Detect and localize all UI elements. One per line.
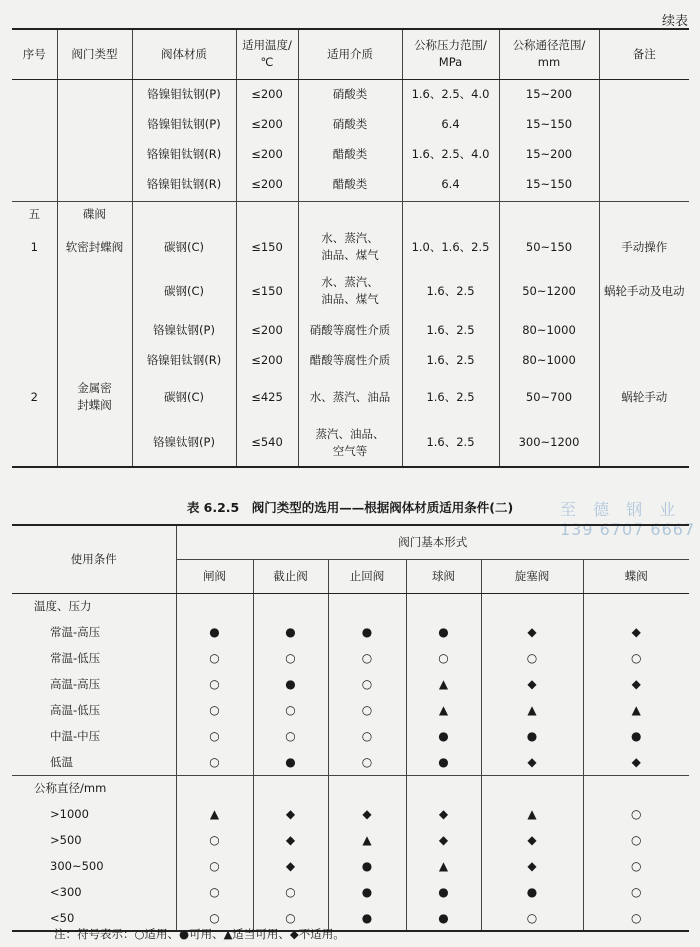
suitability-symbol: ●	[253, 619, 328, 645]
suitability-symbol: ◆	[253, 827, 328, 853]
suitability-symbol: ○	[328, 749, 406, 775]
suitability-symbol: ●	[406, 749, 481, 775]
table-row	[12, 749, 689, 775]
suitability-symbol: ○	[253, 697, 328, 723]
suitability-symbol: ◆	[481, 671, 583, 697]
header-remark: 备注	[599, 29, 689, 79]
header-material: 阀体材质	[132, 29, 236, 79]
row-label: 常温-低压	[50, 651, 101, 665]
table-row: 铬镍钛钢(P) ≤200 硝酸等腐性介质 1.6、2.5 80~1000	[12, 315, 689, 345]
suitability-symbol: ◆	[481, 853, 583, 879]
table-row	[12, 827, 689, 853]
suitability-symbol: ○	[328, 697, 406, 723]
suitability-symbol: ▲	[328, 827, 406, 853]
suitability-symbol: ▲	[406, 671, 481, 697]
suitability-symbol: ▲	[406, 853, 481, 879]
col-butterfly-valve: 蝶阀	[583, 559, 689, 593]
suitability-symbol: ○	[481, 905, 583, 931]
col-gate-valve: 闸阀	[176, 559, 253, 593]
continued-label: 续表	[661, 14, 688, 29]
suitability-symbol: ◆	[583, 619, 689, 645]
suitability-symbol: ○	[328, 645, 406, 671]
table-row	[12, 697, 689, 723]
row-label: 低温	[12, 749, 176, 775]
table-row: 铬镍钼钛钢(P) ≤200 硝酸类 1.6、2.5、4.0 15~200	[12, 79, 689, 109]
suitability-symbol: ○	[176, 645, 253, 671]
table-row: 铬镍钛钢(P) ≤540 蒸汽、油品、 空气等 1.6、2.5 300~1200	[12, 419, 689, 467]
valve-material-table	[12, 28, 689, 468]
suitability-symbol: ▲	[481, 801, 583, 827]
suitability-symbol: ○	[406, 645, 481, 671]
suitability-symbol: ○	[176, 853, 253, 879]
suitability-symbol: ○	[176, 905, 253, 931]
table-row	[12, 879, 689, 905]
row-label: <300	[50, 885, 82, 899]
header-no: 序号	[12, 29, 57, 79]
suitability-symbol: ○	[583, 645, 689, 671]
row-label: >1000	[50, 807, 89, 821]
table-row	[12, 801, 689, 827]
suitability-symbol: ○	[253, 905, 328, 931]
header-pressure: 公称压力范围/ MPa	[402, 29, 499, 79]
suitability-symbol: ○	[583, 905, 689, 931]
suitability-symbol: ◆	[328, 801, 406, 827]
row-label: 中温-中压	[50, 729, 101, 743]
col-plug-valve: 旋塞阀	[481, 559, 583, 593]
row-label: 高温-高压	[50, 677, 101, 691]
header-type: 阀门类型	[57, 29, 132, 79]
suitability-symbol: ●	[481, 879, 583, 905]
suitability-symbol: ○	[176, 671, 253, 697]
suitability-symbol: ○	[583, 853, 689, 879]
suitability-symbol: ○	[176, 749, 253, 775]
suitability-symbol: ●	[406, 905, 481, 931]
suitability-symbol: ●	[481, 723, 583, 749]
suitability-symbol: ○	[253, 723, 328, 749]
row-label: 300~500	[50, 859, 104, 873]
suitability-symbol: ○	[328, 723, 406, 749]
valve-selection-table	[12, 524, 689, 932]
suitability-symbol: ○	[583, 879, 689, 905]
suitability-symbol: ○	[253, 879, 328, 905]
header-temp: 适用温度/ ℃	[236, 29, 298, 79]
section-title: 公称直径/mm	[34, 781, 107, 796]
suitability-symbol: ○	[176, 827, 253, 853]
table-row	[12, 671, 689, 697]
header-conditions: 使用条件	[12, 525, 176, 593]
suitability-symbol: ●	[253, 749, 328, 775]
suitability-symbol: ●	[328, 619, 406, 645]
suitability-symbol: ◆	[481, 749, 583, 775]
suitability-symbol: ○	[481, 645, 583, 671]
col-ball-valve: 球阀	[406, 559, 481, 593]
watermark: 至 德 钢 业 139 6707 6667	[560, 500, 696, 539]
suitability-symbol: ○	[583, 801, 689, 827]
suitability-symbol: ●	[406, 619, 481, 645]
suitability-symbol: ●	[328, 905, 406, 931]
suitability-symbol: ◆	[481, 827, 583, 853]
suitability-symbol: ◆	[253, 801, 328, 827]
table-row: 铬镍钼钛钢(R) ≤200 醋酸类 1.6、2.5、4.0 15~200	[12, 139, 689, 169]
col-globe-valve: 截止阀	[253, 559, 328, 593]
table-row: 铬镍钼钛钢(R) ≤200 醋酸类 6.4 15~150	[12, 169, 689, 201]
row-label: 高温-低压	[50, 703, 101, 717]
section-title: 温度、压力	[34, 599, 92, 614]
table-row: 2 金属密 封蝶阀 碳钢(C) ≤425 水、蒸汽、油品 1.6、2.5 50~700 蜗轮手动	[12, 375, 689, 419]
row-label: <50	[12, 905, 176, 931]
col-check-valve: 止回阀	[328, 559, 406, 593]
suitability-symbol: ●	[176, 619, 253, 645]
suitability-symbol: ●	[406, 723, 481, 749]
header-diameter: 公称通径范围/ mm	[499, 29, 599, 79]
suitability-symbol: ○	[253, 645, 328, 671]
suitability-symbol: ◆	[406, 827, 481, 853]
table-row	[12, 853, 689, 879]
suitability-symbol: ▲	[406, 697, 481, 723]
table-row: 碳钢(C) ≤150 水、蒸汽、 油品、煤气 1.6、2.5 50~1200 蜗轮手动及电动	[12, 267, 689, 315]
table-caption: 表 6.2.5 阀门类型的选用——根据阀体材质适用条件(二)	[186, 500, 514, 515]
suitability-symbol: ○	[176, 697, 253, 723]
table2-header-row	[12, 525, 689, 559]
suitability-symbol: ◆	[583, 749, 689, 775]
suitability-symbol: ◆	[481, 619, 583, 645]
table-row: 1 软密封蝶阀 碳钢(C) ≤150 水、蒸汽、 油品、煤气 1.0、1.6、2.5 50~150 手动操作	[12, 227, 689, 267]
suitability-symbol: ◆	[583, 671, 689, 697]
row-label: 常温-高压	[50, 625, 101, 639]
suitability-symbol: ○	[328, 671, 406, 697]
suitability-symbol: ●	[328, 853, 406, 879]
suitability-symbol: ◆	[406, 801, 481, 827]
row-label: >500	[50, 833, 82, 847]
header-valve-forms: 阀门基本形式	[176, 525, 689, 559]
table1-header-row	[12, 29, 689, 79]
table-section-row	[12, 593, 689, 619]
table-row	[12, 619, 689, 645]
suitability-symbol: ◆	[253, 853, 328, 879]
table-row	[12, 645, 689, 671]
suitability-symbol: ●	[253, 671, 328, 697]
suitability-symbol: ▲	[583, 697, 689, 723]
suitability-symbol: ▲	[176, 801, 253, 827]
suitability-symbol: ●	[406, 879, 481, 905]
suitability-symbol: ●	[583, 723, 689, 749]
suitability-symbol: ○	[176, 879, 253, 905]
table-row	[12, 723, 689, 749]
table-section-row	[12, 775, 689, 801]
suitability-symbol: ▲	[481, 697, 583, 723]
table-row: 铬镍钼钛钢(P) ≤200 硝酸类 6.4 15~150	[12, 109, 689, 139]
table-row: 铬镍钼钛钢(R) ≤200 醋酸等腐性介质 1.6、2.5 80~1000	[12, 345, 689, 375]
table-section-row: 五 碟阀	[12, 201, 689, 227]
suitability-symbol: ○	[176, 723, 253, 749]
header-medium: 适用介质	[298, 29, 402, 79]
suitability-symbol: ○	[583, 827, 689, 853]
symbol-note: 注：符号表示：○适用、●可用、▲适当可用、◆不适用。	[54, 927, 345, 941]
suitability-symbol: ●	[328, 879, 406, 905]
